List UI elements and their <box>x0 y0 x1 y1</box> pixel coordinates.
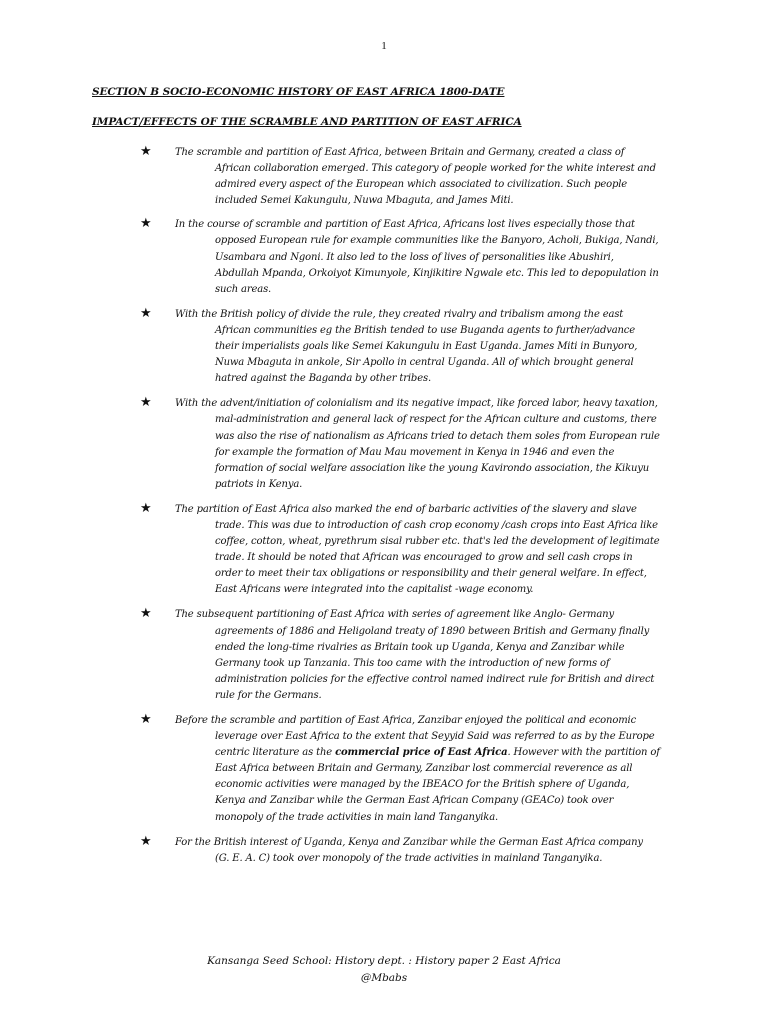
list-item <box>140 396 660 493</box>
star-icon: ★ <box>140 500 152 516</box>
star-icon: ★ <box>140 833 152 849</box>
list-item <box>140 145 660 209</box>
bullet-text-part: . However with the partition of East Africa between Britain and Germany, Zanzibar lost commercial reverence as all economic activities were managed by the IBEACO for the British sphere of Uganda, Kenya and Zanzibar while the German East African Company (GEACo) took over monopoly of the trade activities in main land Tanganyika. <box>215 747 660 823</box>
section-heading: SECTION B SOCIO-ECONOMIC HISTORY OF EAST AFRICA 1800-DATE <box>92 86 505 98</box>
bullet-text <box>175 713 660 826</box>
bullet-text: The subsequent partitioning of East Africa with series of agreement like Anglo- Germany agreements of 1886 and Heligoland treaty of 1890 between British and Germany finally ended the long-time rivalries as Britain took up Uganda, Kenya and Zanzibar while Germany took up Tanzania. This too came with the introduction of new forms of administration policies for the effective control named indirect rule for British and direct rule for the Germans. <box>175 609 655 701</box>
bullet-text: The partition of East Africa also marked the end of barbaric activities of the slavery and slave trade. This was due to introduction of cash crop economy /cash crops into East Africa like coffee, cotton, wheat, pyrethrum sisal rubber etc. that's led the development of legitimate trade. It should be noted that African was encouraged to grow and sell cash crops in order to meet their tax obligations or responsibility and their general welfare. In effect, East Africans were integrated into the capitalist -wage economy. <box>175 503 660 596</box>
bold-phrase: commercial price of East Africa <box>335 747 508 759</box>
bullet-text: With the advent/initiation of colonialism and its negative impact, like forced labor, heavy taxation, mal-administration and general lack of respect for the African culture and customs, there was also the rise of nationalism as Africans tried to detach them soles from European rule for example the formation of Mau Mau movement in Kenya in 1946 and even the formation of social welfare association like the young Kavirondo association, the Kikuyu patriots in Kenya. <box>175 398 660 490</box>
list-item <box>140 607 660 704</box>
star-icon: ★ <box>140 305 152 321</box>
bullet-text-part: Before the scramble and partition of East Africa, Zanzibar enjoyed the political and economic leverage over East Africa to the extent that Seyyid Said was referred to as by the Europe centric literature as the <box>175 715 655 759</box>
bullet-text: For the British interest of Uganda, Kenya and Zanzibar while the German East Africa company (G. E. A. C) took over monopoly of the trade activities in mainland Tanganyika. <box>175 836 643 864</box>
list-item <box>140 713 660 826</box>
star-icon: ★ <box>140 712 152 727</box>
star-icon: ★ <box>140 144 152 159</box>
star-icon: ★ <box>140 216 152 232</box>
page-number: 1 <box>381 40 387 52</box>
bullet-text: The scramble and partition of East Africa, between Britain and Germany, created a class of African collaboration emerged. This category of people worked for the white interest and admired every aspect of the European which associated to civilization. Such people included Semei Kakungulu, Nuwa Mbaguta, and James Miti. <box>175 147 656 207</box>
list-item <box>140 307 660 387</box>
list-item <box>140 217 660 297</box>
star-icon: ★ <box>140 606 152 622</box>
bullet-text: With the British policy of divide the rule, they created rivalry and tribalism among the east African communities eg the British tended to use Buganda agents to further/advance their imperialists goals like Semei Kakungulu in East Uganda. James Miti in Bunyoro, Nuwa Mbaguta in ankole, Sir Apollo in central Uganda. All of which brought general hatred against the Baganda by other tribes. <box>175 308 638 385</box>
star-icon: ★ <box>140 395 152 411</box>
list-item <box>140 502 660 599</box>
bullet-list <box>140 145 660 867</box>
bullet-text: In the course of scramble and partition of East Africa, Africans lost lives especially those that opposed European rule for example communities like the Banyoro, Acholi, Bukiga, Nandi, Usambara and Ngoni. It also led to the loss of lives of personalities like Abushiri, Abdullah Mpanda, Orkoiyot Kimunyole, Kinjikitire Ngwale etc. This led to depopulation in such areas. <box>175 219 659 295</box>
topic-heading: IMPACT/EFFECTS OF THE SCRAMBLE AND PARTITION OF EAST AFRICA <box>92 116 522 128</box>
list-item <box>140 835 660 867</box>
footer-author-line: @Mbabs <box>360 972 408 984</box>
footer-school-line: Kansanga Seed School: History dept. : History paper 2 East Africa <box>207 955 561 967</box>
